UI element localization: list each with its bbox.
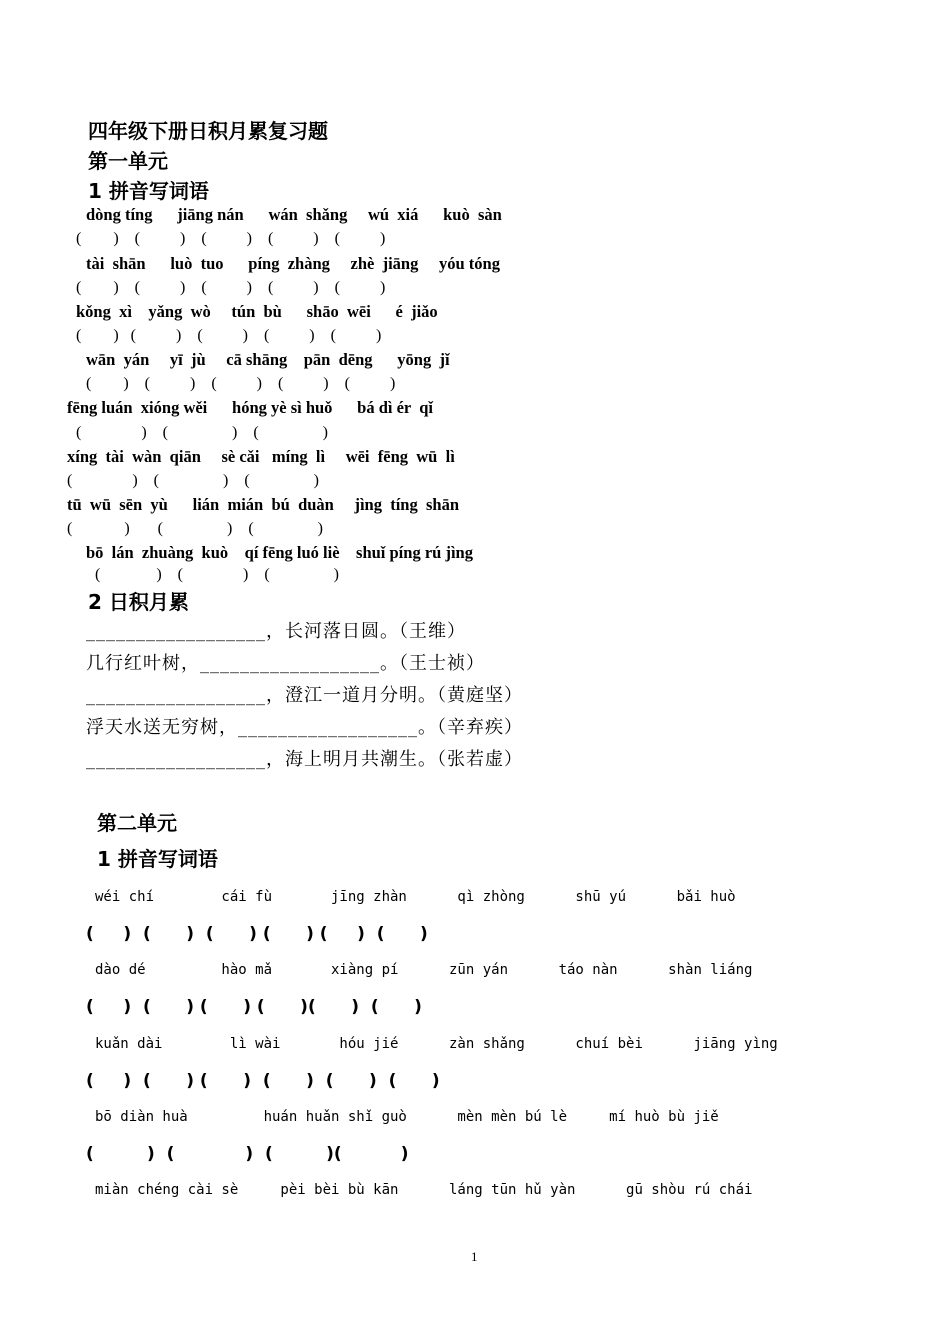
- u1-blank-row: ( ) ( ) ( ): [95, 566, 339, 583]
- unit1-heading: 第一单元: [88, 149, 168, 173]
- page-number: 1: [471, 1249, 478, 1264]
- unit2-heading: 第二单元: [97, 811, 177, 835]
- u1-pinyin-row: xíng tài wàn qiān sè cǎi míng lì wēi fēng wū lì: [67, 447, 455, 466]
- unit2-section1-heading: 1 拼音写词语: [97, 847, 218, 871]
- u1-pinyin-row: wān yán yī jù cā shāng pān dēng yōng jǐ: [86, 350, 450, 369]
- u2-blank-row: ( ) ( ) ( ) ( ) ( ) ( ): [86, 924, 428, 944]
- u1-pinyin-row: tài shān luò tuo píng zhàng zhè jiāng yóu tóng: [86, 254, 500, 273]
- u1-blank-row: ( ) ( ) ( ) ( ) ( ): [76, 230, 386, 247]
- u2-blank-row: ( ) ( ) ( ) ( ) ( ) ( ): [86, 1071, 440, 1091]
- u2-pinyin-row: miàn chéng cài sè pèi bèi bù kān láng tūn hǔ yàn gū shòu rú chái: [95, 1182, 753, 1198]
- u2-pinyin-row: dào dé hào mǎ xiàng pí zūn yán táo nàn shàn liáng: [95, 962, 753, 978]
- u2-pinyin-row: wéi chí cái fù jīng zhàn qì zhòng shū yú bǎi huò: [95, 889, 736, 905]
- u1-blank-row: ( ) ( ) ( ): [67, 520, 323, 537]
- u1-blank-row: ( ) ( ) ( ): [67, 472, 319, 489]
- u2-pinyin-row: bō diàn huà huán huǎn shǐ guò mèn mèn bú lè mí huò bù jiě: [95, 1109, 719, 1125]
- u1-pinyin-row: bō lán zhuàng kuò qí fēng luó liè shuǐ píng rú jìng: [86, 543, 473, 562]
- u1-blank-row: ( ) ( ) ( ): [76, 424, 328, 441]
- u2-blank-row: ( ) ( ) ( )( ): [86, 1144, 409, 1164]
- u1-blank-row: ( ) ( ) ( ) ( ) ( ): [76, 327, 382, 344]
- u2-blank-row: ( ) ( ) ( ) ( )( ) ( ): [86, 997, 422, 1017]
- unit1-section1-heading: 1 拼音写词语: [88, 179, 209, 203]
- poem-line: __________________，澄江一道月分明。（黄庭坚）: [86, 685, 523, 706]
- u1-pinyin-row: dòng tíng jiāng nán wán shǎng wú xiá kuò sàn: [86, 205, 502, 224]
- poem-line: __________________，海上明月共潮生。（张若虚）: [86, 749, 523, 770]
- poem-line: 浮天水送无穷树，__________________。（辛弃疾）: [86, 717, 523, 738]
- u2-pinyin-row: kuǎn dài lì wài hóu jié zàn shǎng chuí bèi jiāng yìng: [95, 1036, 778, 1052]
- u1-blank-row: ( ) ( ) ( ) ( ) ( ): [76, 279, 386, 296]
- poem-line: 几行红叶树，__________________。（王士祯）: [86, 653, 485, 674]
- document-title: 四年级下册日积月累复习题: [88, 119, 328, 143]
- poem-line: __________________，长河落日圆。（王维）: [86, 621, 466, 642]
- u1-pinyin-row: tū wū sēn yù lián mián bú duàn jìng tíng shān: [67, 495, 460, 514]
- u1-pinyin-row: fēng luán xióng wěi hóng yè sì huǒ bá dì ér qǐ: [67, 398, 433, 417]
- u1-blank-row: ( ) ( ) ( ) ( ) ( ): [86, 375, 396, 392]
- unit1-section2-heading: 2 日积月累: [88, 590, 189, 614]
- u1-pinyin-row: kǒng xì yǎng wò tún bù shāo wēi é jiǎo: [76, 302, 438, 321]
